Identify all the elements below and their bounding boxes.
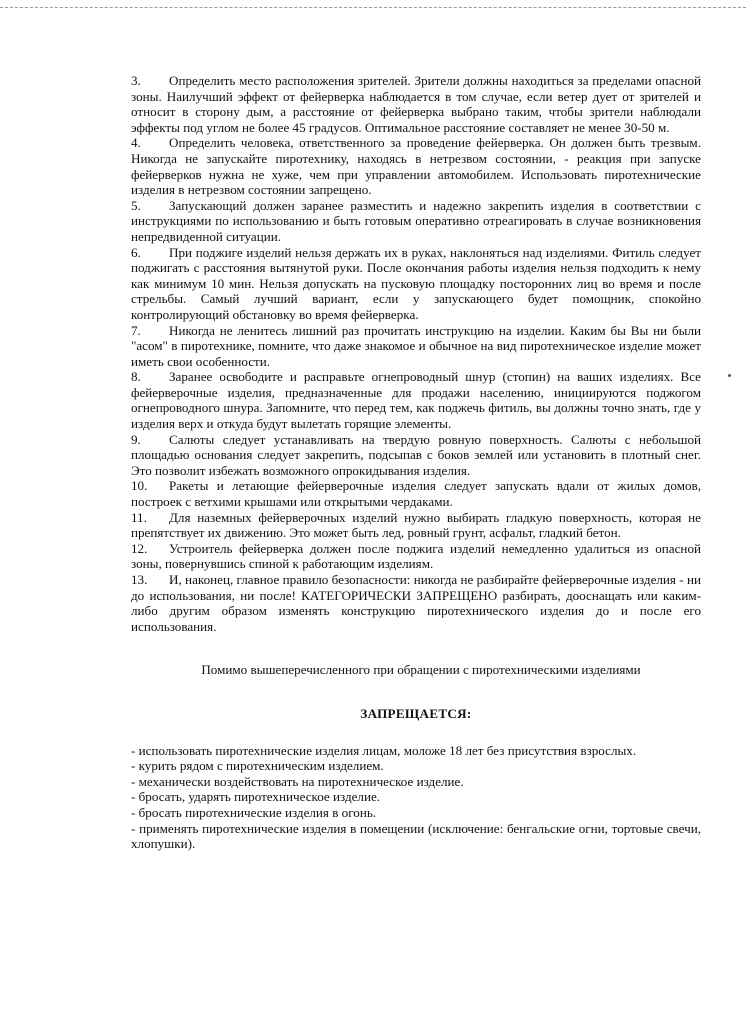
- rule-item: [131, 432, 701, 479]
- rule-item: [131, 198, 701, 245]
- forbidden-item: - механически воздействовать на пиротехническое изделие.: [131, 773, 464, 789]
- forbidden-item: - применять пиротехнические изделия в помещении (исключение: бенгальские огни, тортовые свечи, хлопушки).: [131, 820, 701, 852]
- rule-item: [131, 323, 701, 370]
- rule-number: 5.: [131, 197, 141, 213]
- rule-item: [131, 541, 701, 572]
- rule-item: [131, 245, 701, 323]
- rule-number: 10.: [131, 478, 148, 494]
- rule-number: 9.: [131, 431, 141, 447]
- rule-number: 7.: [131, 322, 141, 338]
- rule-item: [131, 369, 701, 431]
- rule-text: При поджиге изделий нельзя держать их в руках, наклоняться над изделиями. Фитиль следует поджигать с расстояния вытянутой руки. После окончания работы изделия нельзя подходить к нему как минимум 10 мин. Нельзя допускать на пусковую площадку посторонних лиц во время и после стрельбы. Самый лучший вариант, если у запускающего будет помощник, спокойно контролирующий обстановку во время фейерверка.: [131, 244, 701, 322]
- forbidden-item: - курить рядом с пиротехническим изделием.: [131, 758, 384, 774]
- rule-number: 3.: [131, 73, 141, 88]
- rule-number: 6.: [131, 244, 141, 260]
- rule-text: Ракеты и летающие фейерверочные изделия следует запускать вдали от жилых домов, построек с ветхими крышами или открытыми чердаками.: [131, 478, 701, 510]
- rule-text: Запускающий должен заранее разместить и надежно закрепить изделия в соответствии с инструкциями по использованию и быть готовым оперативно отреагировать в случае возникновения непредвиденной ситуации.: [131, 197, 701, 244]
- rule-number: 8.: [131, 369, 141, 385]
- rule-text: Определить место расположения зрителей. Зрители должны находиться за пределами опасной зоны. Наилучший эффект от фейерверка наблюдается в том случае, если ветер дует от зрителей и относит в сторону дым, а расстояние от фейерверка выбрано таким, чтобы зрители наблюдали эффекты под углом не более 45 градусов. Оптимальное расстояние составляет не менее 30-50 м.: [131, 73, 701, 135]
- rule-text: Салюты следует устанавливать на твердую ровную поверхность. Салюты с небольшой площадью основания следует закрепить, подсыпав с боков землей или установить в плотный снег. Это позволит избежать возможного опрокидывания изделия.: [131, 431, 701, 478]
- rule-text: Устроитель фейерверка должен после поджига изделий немедленно удалиться из опасной зоны, повернувшись спиной к работающим изделиям.: [131, 540, 701, 572]
- rule-text: И, наконец, главное правило безопасности: никогда не разбирайте фейерверочные изделия - ни до использования, ни после! КАТЕГОРИЧЕСКИ ЗАПРЕЩЕНО разбирать, дооснащать или каким-либо другим образом изменять конструкцию пиротехнического изделия до и после его использования.: [131, 572, 701, 634]
- scan-edge-line: [0, 7, 746, 8]
- rule-text: Для наземных фейерверочных изделий нужно выбирать гладкую поверхность, которая не препятствует их движению. Это может быть лед, ровный грунт, асфальт, гладкий бетон.: [131, 509, 701, 541]
- rule-text: Заранее освободите и расправьте огнепроводный шнур (стопин) на ваших изделиях. Все фейерверочные изделия, предназначенные для продажи населению, инициируются поджогом огнепроводного шнура. Запомните, что перед тем, как поджечь фитиль, вы должны точно знать, где у изделия верх и откуда будут вылетать горящие элементы.: [131, 369, 701, 432]
- scan-speck: [728, 374, 731, 377]
- rule-number: 13.: [131, 572, 148, 587]
- rule-item: [131, 510, 701, 541]
- rule-text: Определить человека, ответственного за проведение фейерверка. Он должен быть трезвым. Никогда не запускайте пиротехнику, находясь в нетрезвом состоянии, - реакция при запуске фейерверков нужна не хуже, чем при управлении автомобилем. Использовать пиротехнические изделия в нетрезвом состоянии запрещено.: [131, 135, 701, 198]
- forbidden-item: - бросать, ударять пиротехническое изделие.: [131, 789, 381, 805]
- forbidden-item: - бросать пиротехнические изделия в огонь.: [131, 804, 377, 820]
- forbidden-item: - использовать пиротехнические изделия лицам, моложе 18 лет без присутствия взрослых.: [131, 742, 637, 758]
- forbidden-heading: ЗАПРЕЩАЕТСЯ:: [360, 705, 472, 721]
- rule-item: [131, 478, 701, 509]
- rule-number: 4.: [131, 135, 141, 151]
- rule-text: Никогда не ленитесь лишний раз прочитать инструкцию на изделии. Каким бы Вы ни были "асом" в пиротехнике, помните, что даже знакомое и обычное на вид пиротехническое изделие может иметь свои особенности.: [131, 322, 701, 369]
- rule-number: 12.: [131, 540, 148, 556]
- rule-item: [131, 73, 701, 135]
- document-page: [131, 73, 701, 852]
- rule-number: 11.: [131, 509, 147, 525]
- rules-list: [131, 73, 701, 634]
- rule-item: [131, 135, 701, 197]
- forbidden-list: [131, 743, 701, 852]
- forbidden-intro: Помимо вышеперечисленного при обращении с пиротехническими изделиями: [201, 662, 641, 678]
- rule-item: [131, 572, 701, 634]
